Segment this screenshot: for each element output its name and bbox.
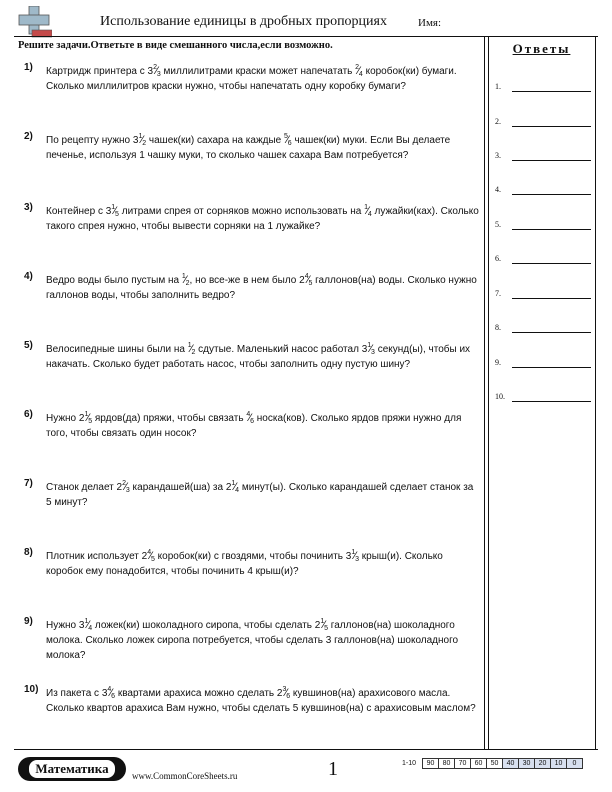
column-divider	[488, 36, 489, 749]
fraction-numerator: 4	[304, 273, 309, 280]
fraction	[84, 618, 92, 633]
column-divider	[484, 36, 485, 749]
fraction-denominator: 2	[142, 140, 147, 147]
problem-text-segment: ярдов(да) пряжи, чтобы связать	[92, 413, 247, 424]
problem-text-segment: , но все-же в нем было 2	[189, 275, 305, 286]
answer-line[interactable]	[495, 354, 591, 368]
fraction-slash: ⁄	[150, 550, 152, 562]
fraction-slash: ⁄	[87, 412, 90, 424]
problem-number: 3)	[24, 202, 33, 213]
problem-text-segment: галлонов(на) шоколадного молока. Сколько ложек сиропа потребуется, чтобы сделать 3 галлонов(на) шоколадного молока?	[46, 620, 459, 661]
fraction-denominator: 6	[287, 140, 292, 147]
problem-text-segment: квартами арахиса можно сделать 2	[115, 688, 283, 699]
fraction	[147, 549, 155, 564]
problem-text	[46, 480, 480, 510]
fraction-numerator: 1	[187, 342, 192, 349]
answer-number: 10.	[495, 392, 505, 401]
score-cell: 50	[487, 759, 503, 769]
fraction	[246, 411, 254, 426]
answer-blank[interactable]	[512, 91, 591, 92]
answer-number: 7.	[495, 289, 501, 298]
problem-text-segment: коробок(ки) бумаги. Сколько миллилитров краски нужно, чтобы напечатать одну коробку бумаги?	[46, 66, 457, 92]
problem-number: 5)	[24, 340, 33, 351]
answer-number: 9.	[495, 358, 501, 367]
score-cell: 0	[567, 759, 583, 769]
column-divider	[595, 36, 596, 749]
fraction	[231, 480, 239, 495]
answer-line[interactable]	[495, 181, 591, 195]
answer-number: 3.	[495, 151, 501, 160]
problem-text-segment: коробок(ки) с гвоздями, чтобы починить 3	[154, 551, 352, 562]
fraction-slash: ⁄	[370, 343, 373, 355]
problem-text-segment: Контейнер с 3	[46, 206, 112, 217]
problem-text-segment: кувшинов(на) арахисового масла. Сколько квартов арахиса Вам нужно, чтобы сделать 5 кувшинов(на) с арахисовым маслом?	[46, 688, 476, 714]
fraction	[122, 480, 130, 495]
fraction-denominator: 6	[111, 693, 116, 700]
problem-number: 4)	[24, 271, 33, 282]
answer-blank[interactable]	[512, 229, 591, 230]
fraction	[153, 64, 161, 79]
fraction-numerator: 1	[111, 204, 116, 211]
fraction-numerator: 2	[355, 64, 360, 71]
plus-minus-logo-icon	[18, 6, 52, 38]
problem-number: 10)	[24, 684, 39, 695]
fraction-slash: ⁄	[307, 274, 310, 286]
fraction	[282, 686, 290, 701]
fraction-slash: ⁄	[234, 481, 237, 493]
problem-number: 1)	[24, 62, 33, 73]
answer-line[interactable]	[495, 113, 591, 127]
problem-text-segment: чашек(ки) муки. Если Вы делаете печенье, используя 1 чашку муки, то сколько чашек сахара Вам потребуется?	[46, 135, 451, 161]
fraction-numerator: 1	[367, 342, 372, 349]
fraction-numerator: 1	[84, 618, 89, 625]
fraction	[138, 133, 146, 148]
answer-number: 1.	[495, 82, 501, 91]
fraction-denominator: 6	[286, 693, 291, 700]
fraction	[182, 273, 190, 288]
fraction	[111, 204, 119, 219]
fraction-denominator: 3	[156, 71, 161, 78]
fraction-slash: ⁄	[125, 481, 127, 493]
fraction-slash: ⁄	[285, 687, 288, 699]
fraction-slash: ⁄	[249, 412, 252, 424]
fraction-slash: ⁄	[190, 343, 193, 355]
problem-number: 9)	[24, 616, 33, 627]
problem-text-segment: Ведро воды было пустым на	[46, 275, 182, 286]
answer-line[interactable]	[495, 216, 591, 230]
answer-line[interactable]	[495, 78, 591, 92]
footer-divider	[14, 749, 598, 750]
fraction-denominator: 4	[235, 487, 240, 494]
answer-number: 8.	[495, 323, 501, 332]
problem-text-segment: сдутые. Маленький насос работал 3	[195, 344, 368, 355]
problem-number: 6)	[24, 409, 33, 420]
problem-text-segment: карандашей(ша) за 2	[129, 482, 232, 493]
answer-line[interactable]	[495, 285, 591, 299]
fraction-slash: ⁄	[156, 65, 158, 77]
problem-text-segment: Картридж принтера с 3	[46, 66, 154, 77]
name-label: Имя:	[418, 17, 442, 29]
fraction	[107, 686, 115, 701]
problem-text	[46, 411, 480, 441]
fraction-denominator: 5	[115, 211, 119, 218]
fraction-denominator: 5	[308, 280, 313, 287]
problem-text	[46, 273, 480, 303]
fraction-numerator: 1	[84, 411, 89, 418]
site-url: www.CommonCoreSheets.ru	[132, 771, 238, 781]
answers-title: Ответы	[512, 41, 571, 56]
problem-text-segment: крыш(и). Сколько коробок ему понадобится, чтобы починить 4 крыш(и)?	[46, 551, 443, 577]
answer-number: 2.	[495, 117, 501, 126]
problem-number: 8)	[24, 547, 33, 558]
fraction-slash: ⁄	[87, 619, 90, 631]
fraction-slash: ⁄	[184, 274, 187, 286]
problem-text-segment: лужайки(ках). Сколько такого спрея нужно, чтобы вывести сорняки на 1 лужайке?	[46, 206, 479, 232]
score-cell: 80	[439, 759, 455, 769]
problem-text	[46, 204, 480, 234]
fraction	[284, 133, 292, 148]
fraction-numerator: 1	[320, 618, 325, 625]
fraction-numerator: 4	[147, 549, 152, 556]
fraction-slash: ⁄	[114, 205, 117, 217]
fraction-slash: ⁄	[286, 134, 289, 146]
fraction-numerator: 1	[231, 480, 236, 487]
problem-text-segment: минут(ы). Сколько карандашей сделает станок за 5 минут?	[46, 482, 474, 508]
answer-number: 5.	[495, 220, 501, 229]
problem-text-segment: секунд(ы), чтобы их накачать. Сколько будет работать насос, чтобы заполнить одну пустую шину?	[46, 344, 471, 370]
fraction	[364, 204, 372, 219]
fraction-denominator: 4	[358, 71, 363, 78]
answer-blank[interactable]	[512, 126, 591, 127]
fraction	[351, 549, 359, 564]
fraction-numerator: 2	[153, 64, 158, 71]
fraction-denominator: 3	[355, 556, 359, 563]
problem-text-segment: Плотник использует 2	[46, 551, 148, 562]
problem-text-segment: Нужно 3	[46, 620, 85, 631]
answer-line[interactable]	[495, 319, 591, 333]
answer-blank[interactable]	[512, 298, 591, 299]
header-divider	[14, 36, 598, 37]
problem-text-segment: ложек(ки) шоколадного сиропа, чтобы сделать 2	[92, 620, 321, 631]
problem-text	[46, 133, 480, 163]
fraction-numerator: 4	[107, 686, 112, 693]
answer-number: 4.	[495, 185, 501, 194]
problem-text-segment: Нужно 2	[46, 413, 85, 424]
fraction	[367, 342, 375, 357]
fraction-numerator: 5	[284, 133, 288, 140]
score-cell: 60	[471, 759, 487, 769]
answer-blank[interactable]	[512, 194, 591, 195]
fraction-slash: ⁄	[141, 134, 144, 146]
fraction-slash: ⁄	[367, 205, 369, 217]
fraction-denominator: 5	[150, 556, 155, 563]
fraction-slash: ⁄	[358, 65, 360, 77]
fraction-slash: ⁄	[323, 619, 326, 631]
problem-text-segment: По рецепту нужно 3	[46, 135, 139, 146]
problem-text	[46, 618, 480, 663]
instructions: Решите задачи.Ответьте в виде смешанного числа,если возможно.	[18, 40, 333, 51]
problem-text-segment: чашек(ки) сахара на каждые	[146, 135, 285, 146]
fraction-denominator: 6	[250, 418, 254, 425]
page-number: 1	[328, 758, 338, 780]
problem-text	[46, 64, 480, 94]
score-cell: 90	[423, 759, 439, 769]
score-table	[396, 758, 583, 769]
fraction-numerator: 2	[122, 480, 127, 487]
fraction-numerator: 4	[246, 411, 251, 418]
score-cell: 10	[551, 759, 567, 769]
fraction-denominator: 4	[367, 211, 372, 218]
problem-text-segment: Из пакета с 3	[46, 688, 108, 699]
fraction	[355, 64, 363, 79]
problem-text-segment: миллилитрами краски может напечатать	[160, 66, 356, 77]
score-range-label: 1-10	[401, 760, 416, 767]
score-cell: 30	[519, 759, 535, 769]
answer-number: 6.	[495, 254, 501, 263]
brand-label: Математика	[29, 760, 114, 778]
score-cell: 40	[503, 759, 519, 769]
fraction	[320, 618, 328, 633]
fraction-numerator: 1	[364, 204, 369, 211]
score-cell: 20	[535, 759, 551, 769]
fraction-numerator: 1	[181, 273, 186, 280]
fraction-slash: ⁄	[354, 550, 357, 562]
fraction-numerator: 3	[282, 686, 287, 693]
brand-badge	[18, 757, 126, 781]
problem-text	[46, 549, 480, 579]
answer-line[interactable]	[495, 147, 591, 161]
problem-text-segment: Велосипедные шины были на	[46, 344, 188, 355]
fraction-numerator: 1	[351, 549, 356, 556]
fraction-denominator: 5	[324, 625, 329, 632]
answer-blank[interactable]	[512, 263, 591, 264]
fraction-numerator: 1	[138, 133, 143, 140]
fraction-denominator: 2	[185, 280, 190, 287]
worksheet-title: Использование единицы в дробных пропорциях	[100, 14, 387, 29]
answer-blank[interactable]	[512, 367, 591, 368]
problem-number: 2)	[24, 131, 33, 142]
fraction-slash: ⁄	[110, 687, 113, 699]
score-cell: 70	[455, 759, 471, 769]
fraction-denominator: 3	[371, 349, 375, 356]
problem-text-segment: литрами спрея от сорняков можно использовать на	[118, 206, 365, 217]
problem-text-segment: галлонов(на) воды. Сколько нужно галлонов воды, чтобы заполнить ведро?	[46, 275, 477, 301]
fraction-denominator: 2	[191, 349, 196, 356]
fraction-denominator: 3	[125, 487, 130, 494]
answer-blank[interactable]	[512, 401, 591, 402]
fraction	[84, 411, 92, 426]
problem-number: 7)	[24, 478, 33, 489]
answer-line[interactable]	[495, 250, 591, 264]
fraction-denominator: 5	[88, 418, 93, 425]
answer-line[interactable]	[495, 388, 591, 402]
problem-text-segment: носка(ков). Сколько ярдов пряжи нужно для того, чтобы связать один носок?	[46, 413, 462, 439]
problem-text	[46, 686, 480, 716]
problem-text	[46, 342, 480, 372]
fraction-denominator: 4	[88, 625, 93, 632]
problem-text-segment: Станок делает 2	[46, 482, 123, 493]
answer-blank[interactable]	[512, 332, 591, 333]
answer-blank[interactable]	[512, 160, 591, 161]
